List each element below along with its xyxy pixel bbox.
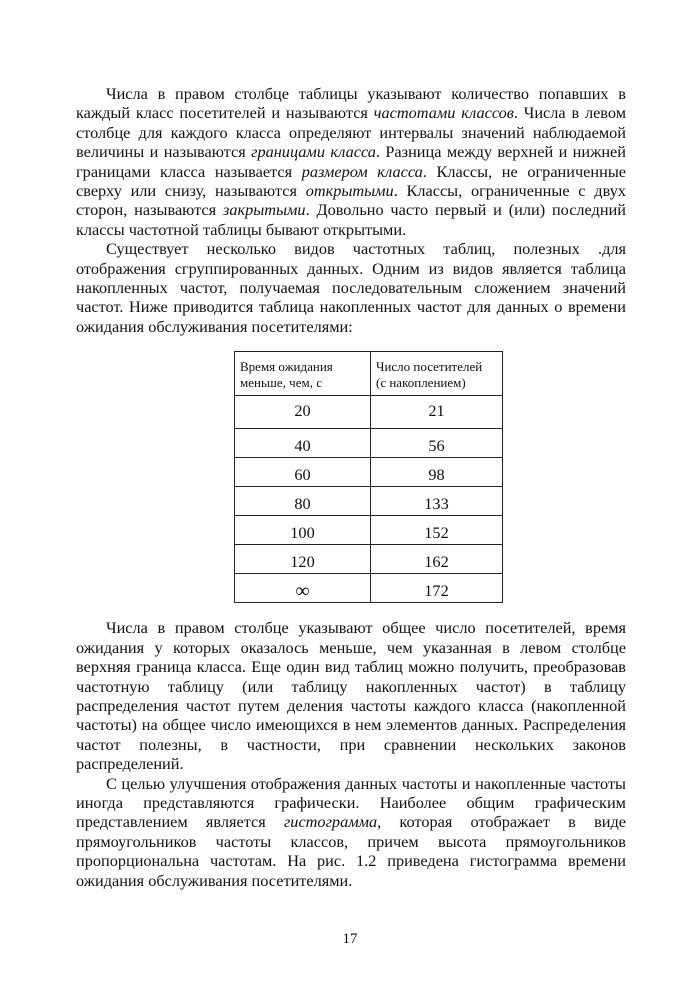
cell-visitors: 172 bbox=[371, 574, 503, 603]
cumulative-frequency-table-wrapper bbox=[76, 351, 626, 603]
paragraph-1 bbox=[76, 84, 626, 239]
page-number: 17 bbox=[342, 931, 358, 947]
column-header-visitors bbox=[371, 352, 503, 396]
table-row bbox=[235, 396, 503, 429]
cell-visitors: 152 bbox=[371, 516, 503, 545]
italic-term: открытыми bbox=[305, 181, 394, 201]
italic-term: границами класса bbox=[251, 142, 376, 162]
italic-term: размером класса bbox=[301, 161, 423, 181]
paragraph-4 bbox=[76, 774, 626, 890]
cell-wait-time: 20 bbox=[235, 396, 371, 429]
cell-visitors: 162 bbox=[371, 545, 503, 574]
cumulative-frequency-table bbox=[234, 351, 503, 603]
cell-wait-time: 60 bbox=[235, 458, 371, 487]
table-row bbox=[235, 545, 503, 574]
text-run: . Числа в левом столбце для каждого класса определяют интервалы значений наблюдаемой величины и называются bbox=[76, 103, 627, 162]
italic-term: гистограмма bbox=[283, 812, 378, 832]
text-run: Существует несколько видов частотных таблиц, полезных .для отображения сгруппированных данных. Одним из видов является таблица накопленных частот, получаемая последовательным сложением значений частот. Ниже приводится таблица накопленных частот для данных о времени ожидания обслуживания посетителями: bbox=[76, 239, 626, 336]
table-header-row bbox=[235, 352, 503, 396]
document-page bbox=[76, 84, 626, 890]
cell-visitors: 98 bbox=[371, 458, 503, 487]
text-run: . Довольно часто первый и (или) последний классы частотной таблицы бывают открытыми. bbox=[76, 200, 626, 239]
table-row bbox=[235, 516, 503, 545]
text-run: . Разница между верхней и нижней границами класса называется bbox=[76, 142, 626, 181]
text-run: Числа в правом столбце таблицы указывают количество попавших в каждый класс посетителей и называются bbox=[76, 84, 626, 123]
table-row bbox=[235, 574, 503, 603]
table-row bbox=[235, 429, 503, 458]
header-line: меньше, чем, с bbox=[240, 374, 322, 390]
column-header-wait-time bbox=[235, 352, 371, 396]
cell-visitors: 56 bbox=[371, 429, 503, 458]
cell-wait-time: 100 bbox=[235, 516, 371, 545]
italic-term: закрытыми bbox=[222, 200, 306, 220]
paragraph-2 bbox=[76, 239, 626, 336]
cell-wait-time: 80 bbox=[235, 487, 371, 516]
header-line: Время ожидания bbox=[240, 359, 333, 375]
italic-term: частотами классов bbox=[373, 103, 514, 123]
cell-visitors: 21 bbox=[371, 396, 503, 429]
paragraph-3 bbox=[76, 618, 626, 773]
cell-wait-time: 120 bbox=[235, 545, 371, 574]
text-run: Числа в правом столбце указывают общее число посетителей, время ожидания у которых оказалось меньше, чем указанная в левом столбце верхняя граница класса. Еще один вид таблиц можно получить, преобразовав частотную таблицу (или таблицу накопленных частот) в таблицу распределения частот путем деления частоты каждого класса (накопленной частоты) на общее число имеющихся в нем элементов данных. Распределения частот полезны, в частности, при сравнении нескольких законов распределений. bbox=[76, 618, 626, 774]
header-line: (с накоплением) bbox=[376, 374, 466, 390]
table-row bbox=[235, 487, 503, 516]
cell-visitors: 133 bbox=[371, 487, 503, 516]
text-run: С целью улучшения отображения данных частоты и накопленные частоты иногда представляются графически. Наиболее общим графическим представлением является bbox=[76, 773, 626, 832]
table-row bbox=[235, 458, 503, 487]
text-run: . Классы, не ограниченные сверху или снизу, называются bbox=[76, 161, 626, 201]
cell-wait-time: 40 bbox=[235, 429, 371, 458]
cell-wait-time-infinity: ∞ bbox=[235, 574, 371, 603]
header-line: Число посетителей bbox=[376, 359, 483, 375]
text-run: , которая отображает в виде прямоугольников частоты классов, причем высота прямоугольников пропорциональна частотам. На рис. 1.2 приведена гистограмма времени ожидания обслуживания посетителями. bbox=[76, 812, 626, 890]
text-run: . Классы, ограниченные с двух сторон, называются bbox=[76, 181, 626, 220]
